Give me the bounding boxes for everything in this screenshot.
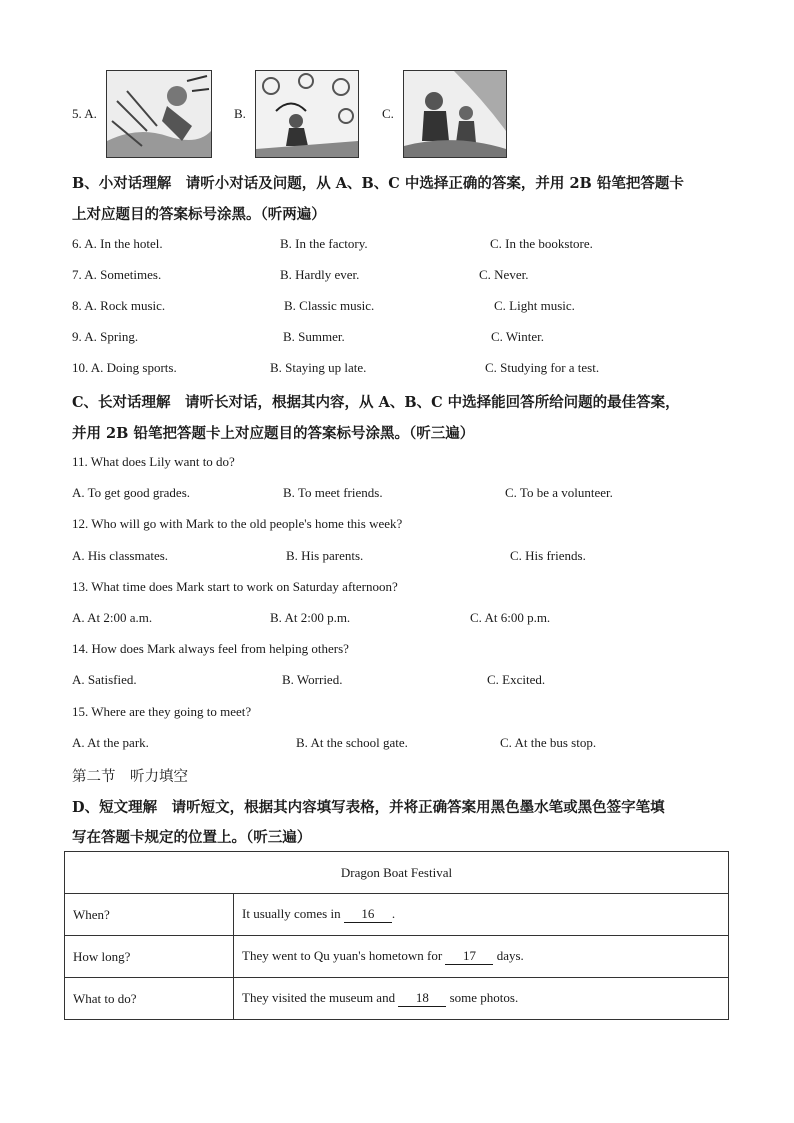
row-label-what-to-do: What to do? (65, 978, 234, 1020)
q11-option-a: A. To get good grades. (72, 485, 190, 500)
q12-question: 12. Who will go with Mark to the old people's home this week? (72, 516, 403, 531)
q12-option-b: B. His parents. (286, 548, 364, 563)
row-content-when (234, 894, 729, 936)
q10-option-a: 10. A. Doing sports. (72, 360, 177, 375)
q8-option-c: C. Light music. (494, 298, 575, 313)
row-text-before: They visited the museum and (242, 990, 396, 1005)
comic-travelers-on-mountain-illustration (403, 70, 507, 158)
comic-archer-shooting-suns-illustration (255, 70, 359, 158)
q10-option-c: C. Studying for a test. (485, 360, 600, 375)
answer-blank-17[interactable]: 17 (445, 948, 493, 965)
section-c-heading-line2: 并用 2B 铅笔把答题卡上对应题目的答案标号涂黑。（听三遍） (72, 425, 475, 442)
q14-option-c: C. Excited. (487, 672, 546, 687)
q15-option-b: B. At the school gate. (296, 735, 408, 750)
q13-option-b: B. At 2:00 p.m. (270, 610, 351, 625)
row-content-how-long (234, 936, 729, 978)
table-row (65, 936, 729, 978)
q5-option-c: C. (382, 106, 394, 121)
comic-water-fight-illustration (106, 70, 212, 158)
q9-option-a: 9. A. Spring. (72, 329, 139, 344)
answer-blank-18[interactable]: 18 (398, 990, 446, 1007)
q6-option-a: 6. A. In the hotel. (72, 236, 163, 251)
q12-option-c: C. His friends. (510, 548, 586, 563)
q8-option-b: B. Classic music. (284, 298, 375, 313)
q9-option-c: C. Winter. (491, 329, 545, 344)
q7-option-c: C. Never. (479, 267, 529, 282)
section-d-heading-line1: D、短文理解 请听短文，根据其内容填写表格，并将正确答案用黑色墨水笔或黑色签字笔填 (72, 799, 665, 816)
row-label-when: When? (65, 894, 234, 936)
part2-title: 第二节 听力填空 (72, 769, 188, 785)
q10-option-b: B. Staying up late. (270, 360, 367, 375)
q14-option-b: B. Worried. (282, 672, 343, 687)
answer-blank-16[interactable]: 16 (344, 906, 392, 923)
q14-question: 14. How does Mark always feel from helping others? (72, 641, 349, 656)
table-title: Dragon Boat Festival (65, 852, 729, 894)
q7-option-b: B. Hardly ever. (280, 267, 360, 282)
q13-question: 13. What time does Mark start to work on Saturday afternoon? (72, 579, 398, 594)
q8-option-a: 8. A. Rock music. (72, 298, 166, 313)
dragon-boat-table (64, 851, 729, 1020)
q15-option-c: C. At the bus stop. (500, 735, 597, 750)
q9-option-b: B. Summer. (283, 329, 345, 344)
q11-question: 11. What does Lily want to do? (72, 454, 235, 469)
row-text-before: They went to Qu yuan's hometown for (242, 948, 443, 963)
q14-option-a: A. Satisfied. (72, 672, 137, 687)
row-label-how-long: How long? (65, 936, 234, 978)
table-title-row (65, 852, 729, 894)
q6-option-b: B. In the factory. (280, 236, 368, 251)
q5-label: 5. A. (72, 106, 97, 121)
q11-option-b: B. To meet friends. (283, 485, 383, 500)
section-c-heading-line1: C、长对话理解 请听长对话，根据其内容，从 A、B、C 中选择能回答所给问题的最佳答案， (72, 394, 680, 411)
row-text-after: some photos. (449, 990, 519, 1005)
q13-option-c: C. At 6:00 p.m. (470, 610, 551, 625)
q15-option-a: A. At the park. (72, 735, 149, 750)
q7-option-a: 7. A. Sometimes. (72, 267, 162, 282)
q12-option-a: A. His classmates. (72, 548, 169, 563)
section-b-heading-line2: 上对应题目的答案标号涂黑。（听两遍） (72, 206, 326, 223)
q11-option-c: C. To be a volunteer. (505, 485, 613, 500)
row-text-after: days. (496, 948, 524, 963)
table-row (65, 978, 729, 1020)
section-d-heading-line2: 写在答题卡规定的位置上。（听三遍） (72, 829, 312, 846)
q13-option-a: A. At 2:00 a.m. (72, 610, 153, 625)
row-content-what-to-do (234, 978, 729, 1020)
table-row (65, 894, 729, 936)
section-b-heading-line1: B、小对话理解 请听小对话及问题，从 A、B、C 中选择正确的答案，并用 2B 铅笔把答题卡 (72, 175, 684, 192)
q15-question: 15. Where are they going to meet? (72, 704, 252, 719)
row-text-after: . (391, 906, 396, 921)
row-text-before: It usually comes in (242, 906, 341, 921)
q5-option-b: B. (234, 106, 246, 121)
q6-option-c: C. In the bookstore. (490, 236, 593, 251)
